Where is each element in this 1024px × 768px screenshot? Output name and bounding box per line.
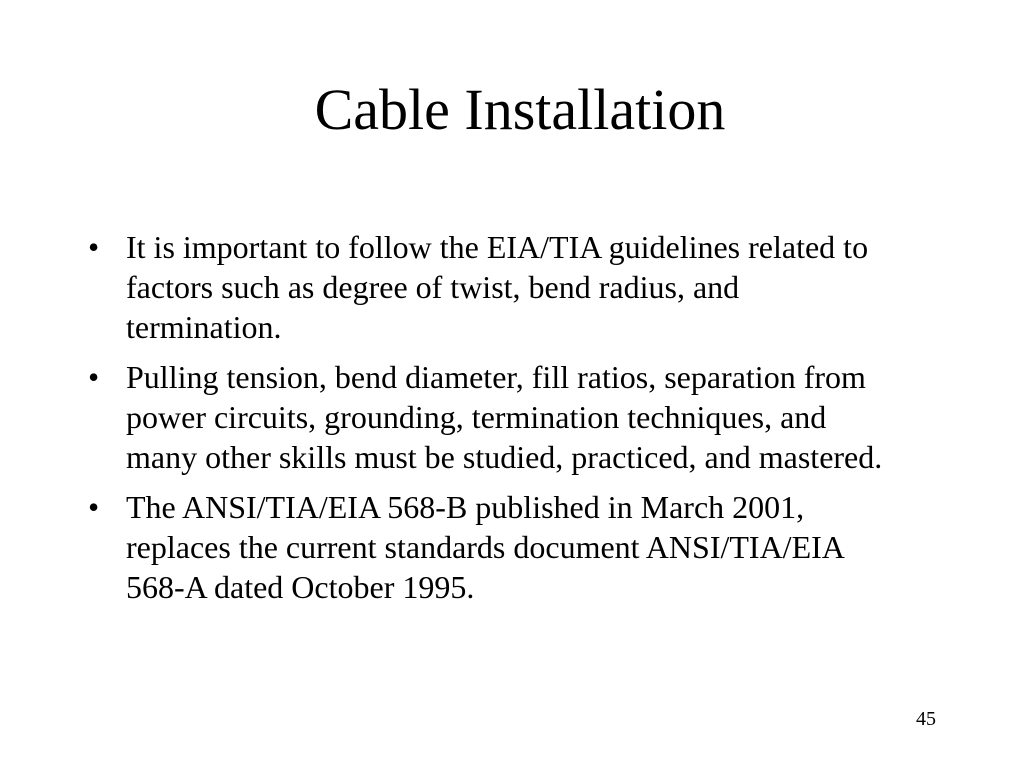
bullet-item [86, 227, 886, 347]
bullet-icon: • [88, 229, 100, 265]
bullet-text: It is important to follow the EIA/TIA guidelines related to factors such as degree of twist, bend radius, and termination. [126, 229, 869, 345]
bullet-icon: • [88, 359, 100, 395]
slide-title: Cable Installation [314, 77, 726, 142]
bullet-text: The ANSI/TIA/EIA 568-B published in March 2001, replaces the current standards document ANSI/TIA/EIA 568-A dated October 1995. [126, 489, 844, 605]
bullet-item [86, 487, 886, 607]
bullet-item [86, 357, 886, 477]
bullet-text: Pulling tension, bend diameter, fill ratios, separation from power circuits, grounding, termination techniques, and many other skills must be studied, practiced, and mastered. [126, 359, 883, 475]
bullet-list [86, 227, 886, 607]
page-number: 45 [916, 708, 936, 730]
bullet-icon: • [88, 489, 100, 525]
